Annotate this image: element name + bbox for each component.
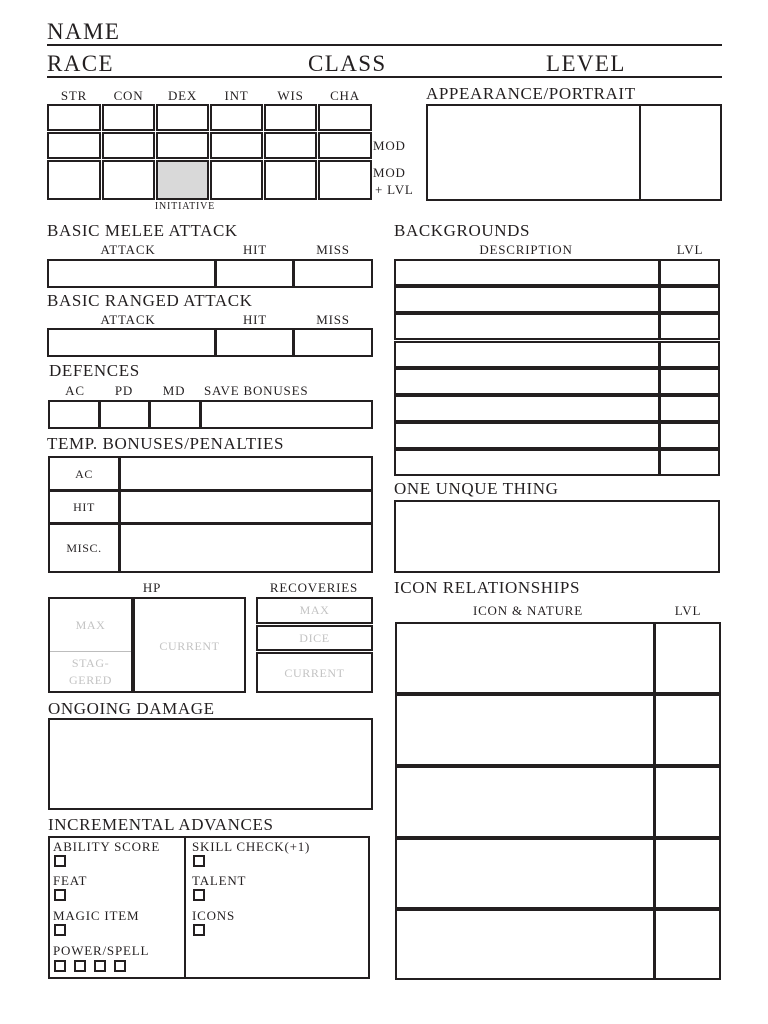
recoveries-current-field[interactable]: [256, 652, 373, 693]
icon-lvl-header: LVL: [674, 603, 702, 618]
int-score-field[interactable]: [210, 104, 263, 131]
ranged-miss-label: MISS: [316, 312, 350, 327]
advance-magic-item-label: MAGIC ITEM: [53, 908, 140, 923]
name-underline: [47, 44, 722, 46]
wis-mod-field[interactable]: [264, 132, 317, 159]
backgrounds-title: BACKGROUNDS: [394, 221, 531, 240]
icon-lvl-field[interactable]: [654, 766, 721, 838]
ranged-title: BASIC RANGED ATTACK: [47, 291, 253, 310]
class-field[interactable]: [390, 52, 540, 76]
ongoing-title: ONGOING DAMAGE: [48, 699, 215, 718]
icon-relationships-title: ICON RELATIONSHIPS: [394, 578, 581, 597]
hp-max-hint: MAX: [75, 618, 106, 632]
defence-md-label: MD: [162, 383, 186, 398]
ranged-hit-label: HIT: [242, 312, 268, 327]
background-lvl-field[interactable]: [659, 422, 720, 449]
temp-hit-label-cell: [48, 490, 120, 524]
melee-miss-label: MISS: [316, 242, 350, 257]
background-lvl-field[interactable]: [659, 449, 720, 476]
temp-misc-field[interactable]: [119, 523, 373, 573]
advance-power-spell-checkbox-2[interactable]: [74, 960, 86, 972]
hp-title: HP: [142, 580, 162, 595]
advance-skill-check-checkbox[interactable]: [193, 855, 205, 867]
dex-mod-lvl-initiative-field[interactable]: [156, 160, 209, 200]
wis-score-field[interactable]: [264, 104, 317, 131]
background-description-field[interactable]: [394, 395, 660, 422]
int-mod-lvl-field[interactable]: [210, 160, 263, 200]
defence-md-field[interactable]: [149, 400, 201, 429]
advance-icons-checkbox[interactable]: [193, 924, 205, 936]
level-field[interactable]: [625, 52, 722, 76]
melee-attack-label: ATTACK: [100, 242, 156, 257]
str-mod-field[interactable]: [47, 132, 101, 159]
recoveries-title: RECOVERIES: [269, 580, 359, 595]
appearance-description-field[interactable]: [426, 104, 641, 201]
advance-feat-checkbox[interactable]: [54, 889, 66, 901]
advance-ability-score-checkbox[interactable]: [54, 855, 66, 867]
defence-pd-field[interactable]: [99, 400, 150, 429]
icon-lvl-field[interactable]: [654, 694, 721, 766]
background-lvl-field[interactable]: [659, 368, 720, 395]
unique-thing-title: ONE UNQUE THING: [394, 479, 559, 498]
background-description-field[interactable]: [394, 313, 660, 340]
level-label: LEVEL: [546, 51, 626, 76]
background-description-field[interactable]: [394, 259, 660, 286]
race-label: RACE: [47, 51, 114, 76]
name-field[interactable]: [130, 20, 722, 44]
icon-nature-field[interactable]: [395, 622, 655, 694]
background-lvl-field[interactable]: [659, 313, 720, 340]
con-mod-lvl-field[interactable]: [102, 160, 155, 200]
defence-ac-field[interactable]: [48, 400, 100, 429]
recoveries-dice-hint: DICE: [299, 631, 330, 645]
background-description-field[interactable]: [394, 286, 660, 313]
con-mod-field[interactable]: [102, 132, 155, 159]
advance-power-spell-label: POWER/SPELL: [53, 943, 150, 958]
temp-misc-label-cell: [48, 523, 120, 573]
ongoing-damage-field[interactable]: [48, 718, 373, 810]
defences-title: DEFENCES: [49, 361, 140, 380]
temp-hit-field[interactable]: [119, 490, 373, 524]
ability-label-con: CON: [113, 88, 144, 103]
ranged-attack-field[interactable]: [47, 328, 216, 357]
temp-ac-label: AC: [75, 467, 93, 481]
temp-ac-label-cell: [48, 456, 120, 491]
race-field[interactable]: [118, 52, 303, 76]
race-class-level-underline: [47, 76, 722, 78]
save-bonuses-field[interactable]: [200, 400, 373, 429]
advance-magic-item-checkbox[interactable]: [54, 924, 66, 936]
cha-score-field[interactable]: [318, 104, 372, 131]
ability-label-str: STR: [60, 88, 88, 103]
unique-thing-field[interactable]: [394, 500, 720, 573]
ranged-miss-field[interactable]: [293, 328, 373, 357]
icon-lvl-field[interactable]: [654, 622, 721, 694]
hp-staggered-hint-line1: STAG-: [71, 656, 110, 670]
initiative-label: INITIATIVE: [154, 201, 216, 212]
melee-hit-label: HIT: [242, 242, 268, 257]
icon-lvl-field[interactable]: [654, 838, 721, 909]
name-label: NAME: [47, 19, 121, 44]
icon-nature-field[interactable]: [395, 694, 655, 766]
background-lvl-field[interactable]: [659, 286, 720, 313]
dex-score-field[interactable]: [156, 104, 209, 131]
recoveries-current-hint: CURRENT: [284, 666, 345, 680]
melee-title: BASIC MELEE ATTACK: [47, 221, 238, 240]
background-lvl-field[interactable]: [659, 259, 720, 286]
recoveries-dice-field[interactable]: [256, 625, 373, 651]
icon-nature-field[interactable]: [395, 909, 655, 980]
str-score-field[interactable]: [47, 104, 101, 131]
ability-label-dex: DEX: [167, 88, 198, 103]
hp-current-field[interactable]: [133, 597, 246, 693]
hp-max-staggered-box: [48, 597, 133, 693]
advance-power-spell-checkbox-1[interactable]: [54, 960, 66, 972]
melee-miss-field[interactable]: [293, 259, 373, 288]
ability-label-cha: CHA: [330, 88, 360, 103]
recoveries-max-hint: MAX: [299, 603, 330, 617]
ability-label-int: INT: [224, 88, 249, 103]
ability-label-wis: WIS: [277, 88, 304, 103]
ranged-hit-field[interactable]: [215, 328, 294, 357]
melee-attack-field[interactable]: [47, 259, 216, 288]
temp-hit-label: HIT: [73, 500, 95, 514]
melee-hit-field[interactable]: [215, 259, 294, 288]
str-mod-lvl-field[interactable]: [47, 160, 101, 200]
background-description-field[interactable]: [394, 368, 660, 395]
temp-misc-label: MISC.: [66, 541, 102, 555]
appearance-title: APPEARANCE/PORTRAIT: [426, 84, 636, 103]
class-label: CLASS: [308, 51, 387, 76]
ranged-attack-label: ATTACK: [100, 312, 156, 327]
icon-lvl-field[interactable]: [654, 909, 721, 980]
advances-title: INCREMENTAL ADVANCES: [48, 815, 274, 834]
portrait-field[interactable]: [639, 104, 722, 201]
advance-icons-label: ICONS: [192, 908, 236, 923]
con-score-field[interactable]: [102, 104, 155, 131]
int-mod-field[interactable]: [210, 132, 263, 159]
background-description-field[interactable]: [394, 449, 660, 476]
temp-ac-field[interactable]: [119, 456, 373, 491]
advance-talent-label: TALENT: [192, 873, 247, 888]
advance-ability-score-label: ABILITY SCORE: [53, 839, 161, 854]
temp-title: TEMP. BONUSES/PENALTIES: [47, 434, 285, 453]
background-lvl-field[interactable]: [659, 341, 720, 368]
hp-current-hint: CURRENT: [159, 639, 220, 653]
advance-talent-checkbox[interactable]: [193, 889, 205, 901]
icon-nature-field[interactable]: [395, 766, 655, 838]
backgrounds-lvl-header: LVL: [676, 242, 704, 257]
advance-skill-check-label: SKILL CHECK(+1): [192, 839, 311, 854]
mod-row-label: MOD: [373, 138, 406, 153]
wis-mod-lvl-field[interactable]: [264, 160, 317, 200]
icon-nature-header: ICON & NATURE: [472, 603, 584, 618]
advances-divider: [184, 836, 186, 979]
background-description-field[interactable]: [394, 422, 660, 449]
plus-lvl-row-label: + LVL: [375, 182, 414, 197]
hp-staggered-hint-line2: GERED: [69, 673, 112, 687]
dex-mod-field[interactable]: [156, 132, 209, 159]
save-bonuses-label: SAVE BONUSES: [204, 383, 309, 398]
advance-feat-label: FEAT: [53, 873, 88, 888]
mod-lvl-row-label: MOD: [373, 165, 406, 180]
advance-power-spell-checkbox-4[interactable]: [114, 960, 126, 972]
advance-power-spell-checkbox-3[interactable]: [94, 960, 106, 972]
defence-pd-label: PD: [114, 383, 134, 398]
background-description-field[interactable]: [394, 341, 660, 368]
defence-ac-label: AC: [65, 383, 85, 398]
cha-mod-field[interactable]: [318, 132, 372, 159]
cha-mod-lvl-field[interactable]: [318, 160, 372, 200]
icon-nature-field[interactable]: [395, 838, 655, 909]
backgrounds-description-header: DESCRIPTION: [479, 242, 573, 257]
background-lvl-field[interactable]: [659, 395, 720, 422]
recoveries-max-field[interactable]: [256, 597, 373, 624]
